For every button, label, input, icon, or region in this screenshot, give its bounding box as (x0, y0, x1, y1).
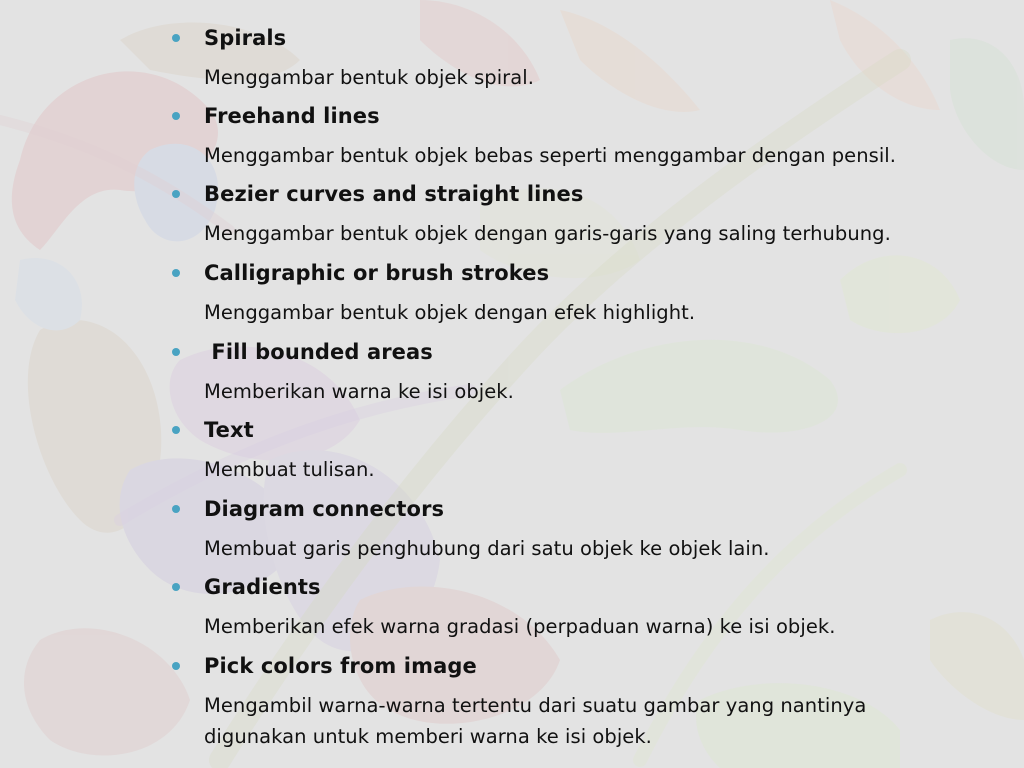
item-description: Memberikan warna ke isi objek. (204, 380, 514, 403)
item-title: Spirals (204, 26, 287, 50)
item-title: Fill bounded areas (204, 340, 433, 364)
item-description: Memberikan efek warna gradasi (perpaduan warna) ke isi objek. (204, 615, 836, 638)
bullet-dot-icon (172, 269, 180, 277)
item-title: Calligraphic or brush strokes (204, 261, 550, 285)
bullet-dot-icon (172, 190, 180, 198)
item-description: Menggambar bentuk objek dengan efek highlight. (204, 301, 696, 324)
bullet-dot-icon (172, 34, 180, 42)
item-description: Menggambar bentuk objek dengan garis-garis yang saling terhubung. (204, 222, 891, 245)
item-description: Menggambar bentuk objek spiral. (204, 66, 534, 89)
item-title: Gradients (204, 575, 321, 599)
bullet-dot-icon (172, 426, 180, 434)
item-description: Mengambil warna-warna tertentu dari suatu gambar yang nantinya digunakan untuk memberi warna ke isi objek. (204, 694, 867, 748)
item-description: Membuat garis penghubung dari satu objek ke objek lain. (204, 537, 770, 560)
bullet-dot-icon (172, 348, 180, 356)
bullet-dot-icon (172, 112, 180, 120)
bullet-dot-icon (172, 505, 180, 513)
item-title: Diagram connectors (204, 497, 445, 521)
item-description: Membuat tulisan. (204, 458, 375, 481)
item-description: Menggambar bentuk objek bebas seperti menggambar dengan pensil. (204, 144, 897, 167)
bullet-dot-icon (172, 583, 180, 591)
item-title: Pick colors from image (204, 654, 477, 678)
item-title: Freehand lines (204, 104, 380, 128)
bullet-dot-icon (172, 662, 180, 670)
item-title: Text (204, 418, 254, 442)
item-title: Bezier curves and straight lines (204, 182, 584, 206)
